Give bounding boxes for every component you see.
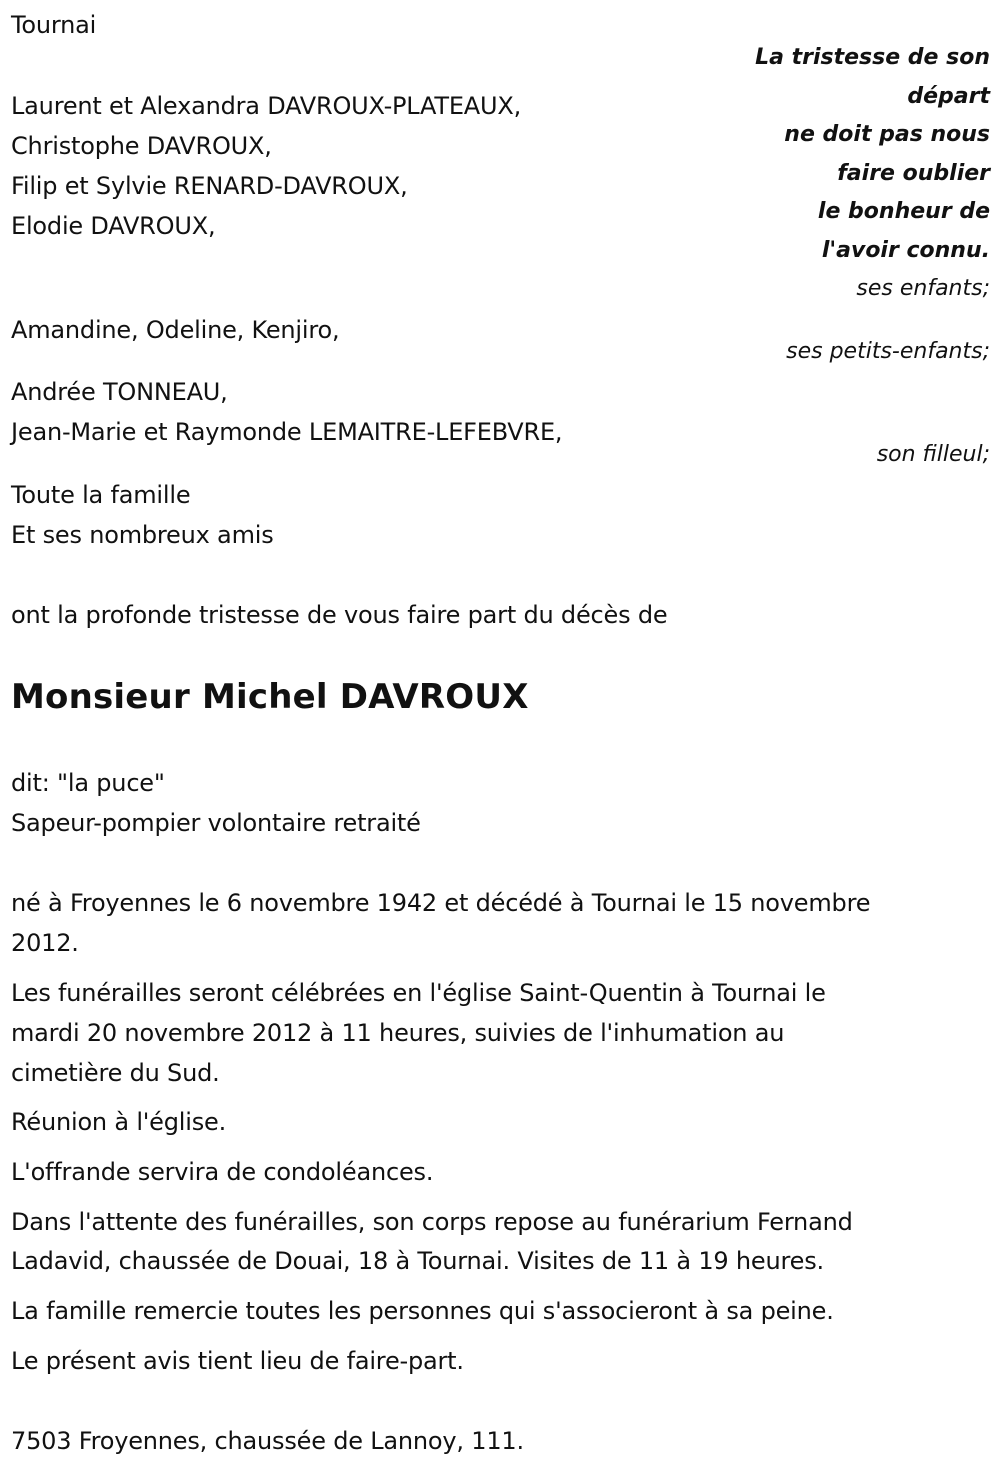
paragraph-line: Les funérailles seront célébrées en l'église Saint-Quentin à Tournai le bbox=[11, 979, 826, 1007]
family-name: Filip et Sylvie RENARD-DAVROUX, bbox=[11, 172, 408, 200]
relation-label: son filleul; bbox=[876, 442, 990, 467]
paragraph-offering: L'offrande servira de condoléances. bbox=[11, 1158, 434, 1186]
others-line: Toute la famille bbox=[11, 481, 191, 509]
quote-line: La tristesse de son bbox=[755, 45, 990, 70]
family-name: Andrée TONNEAU, bbox=[11, 378, 228, 406]
paragraph-line: cimetière du Sud. bbox=[11, 1059, 220, 1087]
quote-line: le bonheur de bbox=[817, 199, 990, 224]
family-name: Elodie DAVROUX, bbox=[11, 212, 216, 240]
family-name: Jean-Marie et Raymonde LEMAITRE-LEFEBVRE, bbox=[11, 418, 563, 446]
paragraph-reunion: Réunion à l'église. bbox=[11, 1108, 227, 1136]
paragraph-line: mardi 20 novembre 2012 à 11 heures, suivies de l'inhumation au bbox=[11, 1019, 785, 1047]
quote-line: faire oublier bbox=[837, 161, 990, 186]
family-name: Amandine, Odeline, Kenjiro, bbox=[11, 316, 340, 344]
relation-label: ses enfants; bbox=[856, 276, 990, 301]
city: Tournai bbox=[11, 11, 97, 39]
relation-label: ses petits-enfants; bbox=[786, 339, 990, 364]
quote-line: départ bbox=[907, 84, 990, 109]
quote-line: ne doit pas nous bbox=[784, 122, 990, 147]
paragraph-thanks: La famille remercie toutes les personnes qui s'associeront à sa peine. bbox=[11, 1297, 834, 1325]
address: 7503 Froyennes, chaussée de Lannoy, 111. bbox=[11, 1427, 524, 1455]
deceased-name: Monsieur Michel DAVROUX bbox=[11, 677, 529, 717]
paragraph-notice: Le présent avis tient lieu de faire-part. bbox=[11, 1347, 464, 1375]
quote-line: l'avoir connu. bbox=[821, 238, 990, 263]
family-name: Laurent et Alexandra DAVROUX-PLATEAUX, bbox=[11, 92, 522, 120]
paragraph-line: 2012. bbox=[11, 929, 79, 957]
occupation: Sapeur-pompier volontaire retraité bbox=[11, 809, 421, 837]
paragraph-line: né à Froyennes le 6 novembre 1942 et décédé à Tournai le 15 novembre bbox=[11, 889, 871, 917]
paragraph-line: Ladavid, chaussée de Douai, 18 à Tournai. Visites de 11 à 19 heures. bbox=[11, 1247, 824, 1275]
family-name: Christophe DAVROUX, bbox=[11, 132, 272, 160]
others-line: Et ses nombreux amis bbox=[11, 521, 274, 549]
paragraph-line: Dans l'attente des funérailles, son corps repose au funérarium Fernand bbox=[11, 1208, 853, 1236]
nickname: dit: "la puce" bbox=[11, 769, 165, 797]
announcement: ont la profonde tristesse de vous faire part du décès de bbox=[11, 601, 668, 629]
